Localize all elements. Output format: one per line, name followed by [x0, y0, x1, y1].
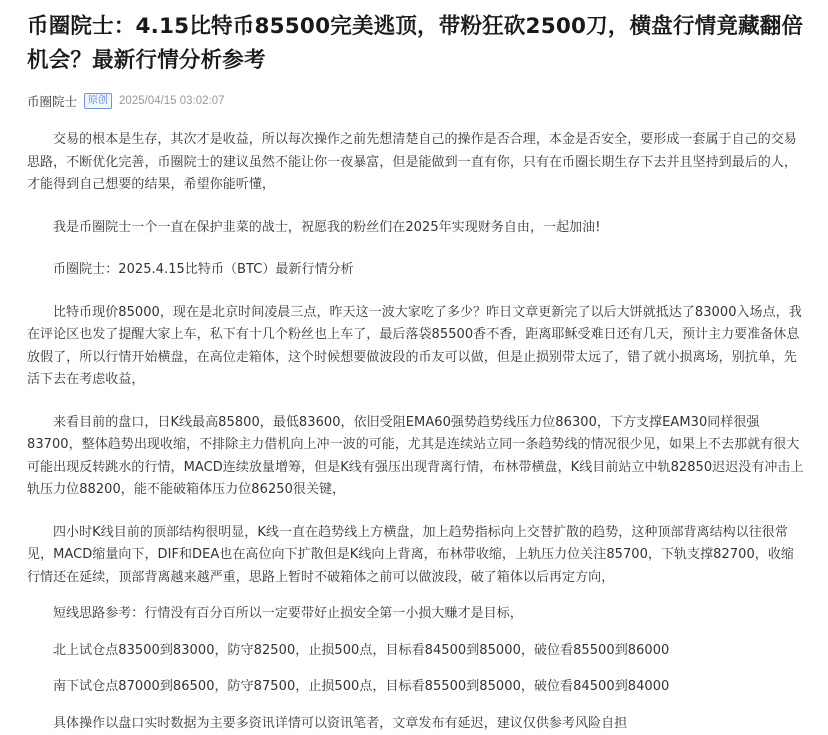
paragraph-strategy: 短线思路参考：行情没有百分百所以一定要带好止损安全第一小损大赚才是目标，: [27, 603, 804, 626]
paragraph-daily: 来看目前的盘口，日K线最高85800，最低83600，依旧受阻EMA60强势趋势线压力位86300，下方支撑EAM30同样很强83700，整体趋势出现收缩，不排除主力借机向上冲一波的可能，尤其是连续站立同一条趋势线的情况很少见，如果上不去那就有很大可能出现反转跳水的行情，MACD连续放量增筹，但是K线有强压出现背离行情，布林带横盘，K线目前站立中轨82850迟迟没有冲击上轨压力位88200，能不能破箱体压力位86250很关键，: [27, 412, 804, 502]
article-meta: [27, 91, 804, 111]
publish-timestamp: 2025/04/15 03:02:07: [119, 95, 225, 107]
paragraph-disclaimer: 具体操作以盘口实时数据为主要多资讯详情可以资讯笔者，文章发布有延迟，建议仅供参考风险自担: [27, 713, 804, 735]
paragraph-short: 南下试仓点87000到86500，防守87500，止损500点，目标看85500到85000，破位看84500到84000: [27, 676, 804, 699]
author-name[interactable]: 币圈院士: [27, 92, 77, 110]
article-title: 币圈院士：4.15比特币85500完美逃顶，带粉狂砍2500刀，横盘行情竟藏翻倍机会？最新行情分析参考: [27, 0, 804, 78]
article-body: [27, 129, 804, 735]
paragraph-long: 北上试仓点83500到83000，防守82500，止损500点，目标看84500到85000，破位看85500到86000: [27, 640, 804, 663]
paragraph-price: 比特币现价85000，现在是北京时间凌晨三点，昨天这一波大家吃了多少？昨日文章更新完了以后大饼就抵达了83000入场点，我在评论区也发了提醒大家上车，私下有十几个粉丝也上车了，最后落袋85500香不香，距离耶稣受难日还有几天，预计主力要准备休息放假了，所以行情开始横盘，在高位走箱体，这个时候想要做波段的币友可以做，但是止损别带太远了，错了就小损离场，别抗单，先活下去在考虑收益，: [27, 302, 804, 392]
paragraph-4h: 四小时K线目前的顶部结构很明显，K线一直在趋势线上方横盘，加上趋势指标向上交替扩散的趋势，这种顶部背离结构以往很常见，MACD缩量向下，DIF和DEA也在高位向下扩散但是K线向上背离，布林带收缩，上轨压力位关注85700，下轨支撑82700，收缩行情还在延续，顶部背离越来越严重，思路上暂时不破箱体之前可以做波段，破了箱体以后再定方向，: [27, 522, 804, 590]
paragraph-greeting: 我是币圈院士一个一直在保护韭菜的战士，祝愿我的粉丝们在2025年实现财务自由，一起加油!: [27, 217, 804, 240]
paragraph-intro: 交易的根本是生存，其次才是收益，所以每次操作之前先想清楚自己的操作是否合理，本金是否安全，要形成一套属于自己的交易思路，不断优化完善，币圈院士的建议虽然不能让你一夜暴富，但是能做到一直有你，只有在币圈长期生存下去并且坚持到最后的人，才能得到自己想要的结果，希望你能听懂，: [27, 129, 804, 197]
paragraph-heading: 币圈院士：2025.4.15比特币（BTC）最新行情分析: [27, 259, 804, 282]
original-badge: 原创: [84, 93, 112, 109]
